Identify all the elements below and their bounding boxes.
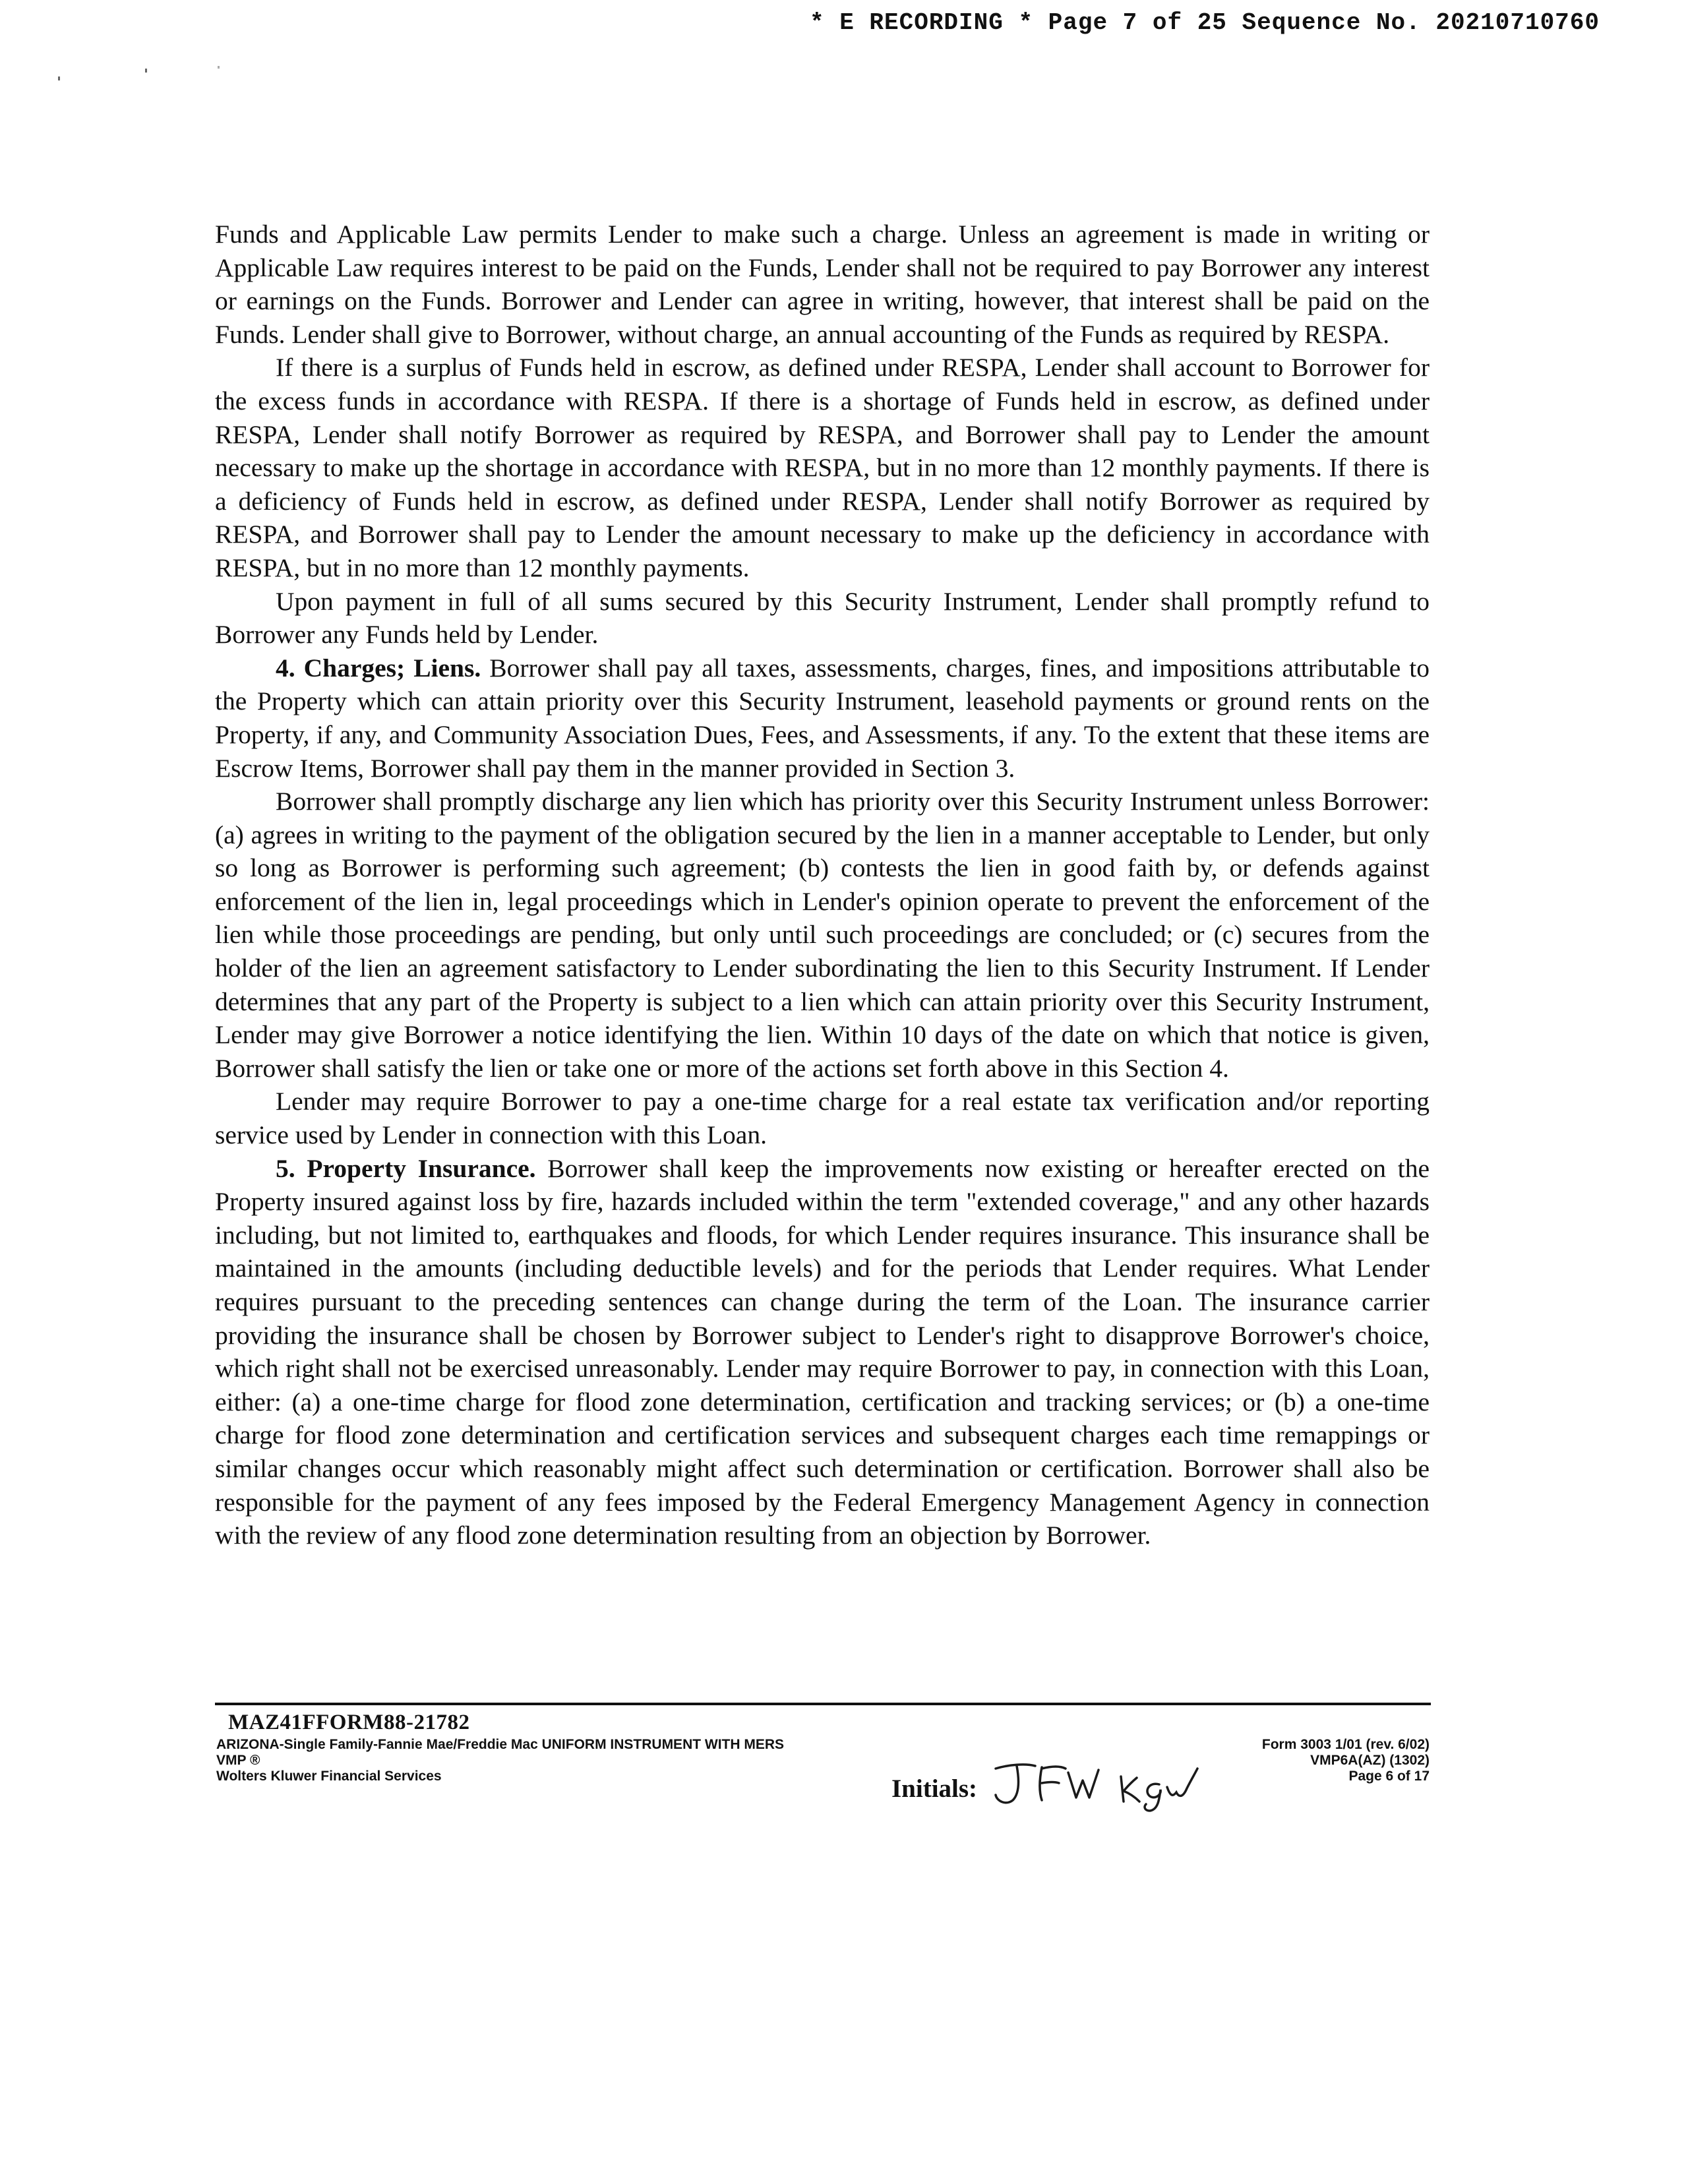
footer-left-block	[216, 1737, 784, 1784]
footer-vmp-code: VMP6A(AZ) (1302)	[1310, 1753, 1430, 1768]
footer-page-number: Page 6 of 17	[1348, 1769, 1430, 1784]
footer-vmp-mark: VMP ®	[216, 1753, 260, 1768]
initials-label: Initials:	[891, 1774, 978, 1803]
footer-publisher: Wolters Kluwer Financial Services	[216, 1769, 442, 1784]
section-4-heading: 4. Charges; Liens.	[276, 653, 481, 682]
paragraph-lien-discharge: Borrower shall promptly discharge any lien which has priority over this Security Instrument unless Borrower: (a) agrees in writing to the payment of the obligation secured by the lien in a manner acceptable to Lender, but only so long as Borrower is performing such agreement; (b) contests the lien in good faith by, or defends against enforcement of the lien in, legal proceedings which in Lender's opinion operate to prevent the enforcement of the lien while those proceedings are pending, but only until such proceedings are concluded; or (c) secures from the holder of the lien an agreement satisfactory to Lender subordinating the lien to this Security Instrument. If Lender determines that any part of the Property is subject to a lien which can attain priority over this Security Instrument, Lender may give Borrower a notice identifying the lien. Within 10 days of the date on which that notice is given, Borrower shall satisfy the lien or take one or more of the actions set forth above in this Section 4.	[215, 787, 1430, 1083]
scan-speck	[145, 69, 147, 73]
section-5-property-insurance	[215, 1152, 1430, 1552]
footer-form-number: Form 3003 1/01 (rev. 6/02)	[1261, 1737, 1430, 1752]
footer-form-id: MAZ41FFORM88-21782	[228, 1711, 470, 1734]
scan-specks	[53, 66, 251, 86]
section-5-text: Borrower shall keep the improvements now existing or hereafter erected on the Property insured against loss by fire, hazards included within the term "extended coverage," and any other hazards including, but not limited to, earthquakes and floods, for which Lender requires insurance. This insurance shall be maintained in the amounts (including deductible levels) and for the periods that Lender requires. What Lender requires pursuant to the preceding sentences can change during the term of the Loan. The insurance carrier providing the insurance shall be chosen by Borrower subject to Lender's right to disapprove Borrower's choice, which right shall not be exercised unreasonably. Lender may require Borrower to pay, in connection with this Loan, either: (a) a one-time charge for flood zone determination, certification and tracking services; or (b) a one-time charge for flood zone determination and certification services and subsequent charges each time remappings or similar changes occur which reasonably might affect such determination or certification. Borrower shall also be responsible for the payment of any fees imposed by the Federal Emergency Management Agency in connection with the review of any flood zone determination resulting from an objection by Borrower.	[215, 1153, 1430, 1550]
paragraph-tax-verification: Lender may require Borrower to pay a one-time charge for a real estate tax verification and/or reporting service used by Lender in connection with this Loan.	[215, 1087, 1430, 1150]
initials-signature	[989, 1754, 1207, 1813]
recording-stamp: * E RECORDING * Page 7 of 25 Sequence No. 20210710760	[810, 9, 1600, 36]
paragraph-refund: Upon payment in full of all sums secured by this Security Instrument, Lender shall promptly refund to Borrower any Funds held by Lender.	[215, 586, 1430, 650]
section-4-charges-liens	[215, 652, 1430, 785]
footer-instrument-title: ARIZONA-Single Family-Fannie Mae/Freddie Mac UNIFORM INSTRUMENT WITH MERS	[216, 1737, 785, 1752]
section-4-text: Borrower shall pay all taxes, assessments, charges, fines, and impositions attributable to the Property which can attain priority over this Security Instrument, leasehold payments or ground rents on the Property, if any, and Community Association Dues, Fees, and Assessments, if any. To the extent that these items are Escrow Items, Borrower shall pay them in the manner provided in Section 3.	[215, 653, 1430, 783]
scan-speck	[58, 76, 60, 80]
footer-right-block	[1262, 1737, 1430, 1784]
document-body	[215, 218, 1430, 1552]
scan-speck	[218, 66, 220, 69]
paragraph-escrow-surplus: If there is a surplus of Funds held in escrow, as defined under RESPA, Lender shall account to Borrower for the excess funds in accordance with RESPA. If there is a shortage of Funds held in escrow, as defined under RESPA, Lender shall notify Borrower as required by RESPA, and Borrower shall pay to Lender the amount necessary to make up the shortage in accordance with RESPA, but in no more than 12 monthly payments. If there is a deficiency of Funds held in escrow, as defined under RESPA, Lender shall notify Borrower as required by RESPA, and Borrower shall pay to Lender the amount necessary to make up the deficiency in accordance with RESPA, but in no more than 12 monthly payments.	[215, 353, 1430, 582]
section-5-heading: 5. Property Insurance.	[276, 1153, 536, 1183]
footer-divider	[215, 1703, 1431, 1705]
paragraph-funds-interest: Funds and Applicable Law permits Lender to make such a charge. Unless an agreement is made in writing or Applicable Law requires interest to be paid on the Funds, Lender shall not be required to pay Borrower any interest or earnings on the Funds. Borrower and Lender can agree in writing, however, that interest shall be paid on the Funds. Lender shall give to Borrower, without charge, an annual accounting of the Funds as required by RESPA.	[215, 220, 1430, 349]
